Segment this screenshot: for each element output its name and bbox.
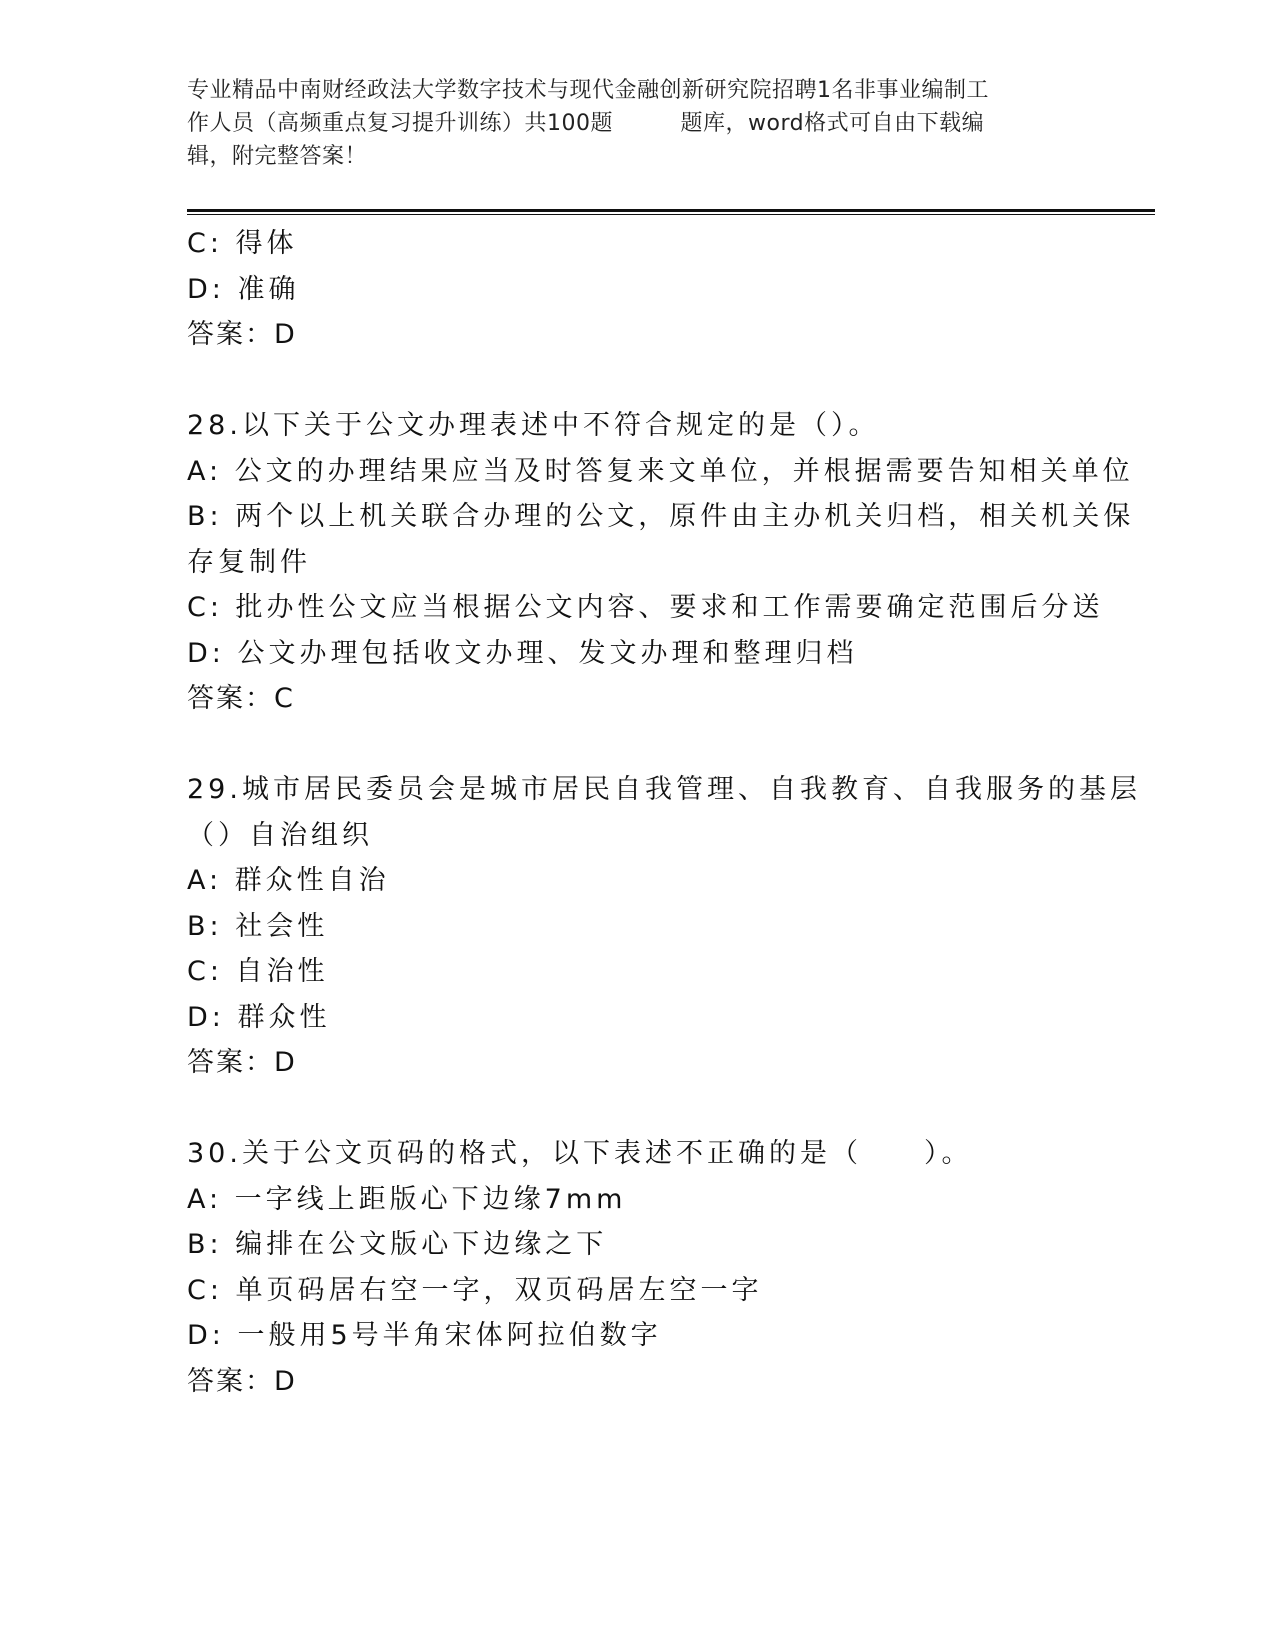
- question-30: [187, 1131, 1087, 1404]
- option-c: C: 批办性公文应当根据公文内容、要求和工作需要确定范围后分送: [187, 592, 1104, 623]
- option-a: A: 群众性自治: [187, 865, 390, 896]
- option-d: D: 公文办理包括收文办理、发文办理和整理归档: [187, 637, 858, 669]
- header-line-2: 作人员（高频重点复习提升训练）共100题 题库，word格式可自由下载编: [187, 111, 985, 136]
- answer: 答案：D: [187, 1365, 297, 1397]
- option-c: C: 自治性: [187, 956, 329, 987]
- question-28: [187, 403, 1135, 722]
- question-stem: 30.关于公文页码的格式，以下表述不正确的是（ ）。: [187, 1138, 973, 1169]
- header-line-3: 辑，附完整答案！: [187, 144, 368, 169]
- option-b: B: 两个以上机关联合办理的公文，原件由主办机关归档，相关机关保: [187, 501, 1135, 532]
- prev-option-d: D: 准确: [187, 273, 300, 305]
- option-d: D: 群众性: [187, 1001, 331, 1033]
- option-a: A: 公文的办理结果应当及时答复来文单位，并根据需要告知相关单位: [187, 455, 1134, 487]
- header-divider-thick: [187, 209, 1155, 212]
- document-header: [187, 74, 1087, 173]
- option-b-continued: 存复制件: [187, 546, 311, 578]
- spacer: [187, 1086, 1087, 1132]
- option-b: B: 社会性: [187, 910, 329, 942]
- spacer: [187, 358, 1087, 404]
- option-d: D: 一般用5号半角宋体阿拉伯数字: [187, 1320, 662, 1351]
- question-stem: 28.以下关于公文办理表述中不符合规定的是（）。: [187, 410, 880, 441]
- header-line-1: 专业精品中南财经政法大学数字技术与现代金融创新研究院招聘1名非事业编制工: [187, 78, 989, 103]
- question-29: [187, 767, 1141, 1086]
- prev-answer: 答案：D: [187, 319, 297, 350]
- option-b: B: 编排在公文版心下边缘之下: [187, 1229, 608, 1260]
- question-stem-continued: （）自治组织: [187, 819, 373, 851]
- answer: 答案：D: [187, 1047, 297, 1078]
- prev-option-c: C: 得体: [187, 228, 298, 259]
- answer: 答案：C: [187, 683, 295, 714]
- question-content: [187, 221, 1141, 1404]
- option-c: C: 单页码居右空一字，双页码居左空一字: [187, 1274, 763, 1306]
- option-a: A: 一字线上距版心下边缘7mm: [187, 1183, 627, 1215]
- header-divider-thin: [187, 214, 1155, 215]
- spacer: [187, 722, 1087, 768]
- question-stem: 29.城市居民委员会是城市居民自我管理、自我教育、自我服务的基层: [187, 774, 1141, 805]
